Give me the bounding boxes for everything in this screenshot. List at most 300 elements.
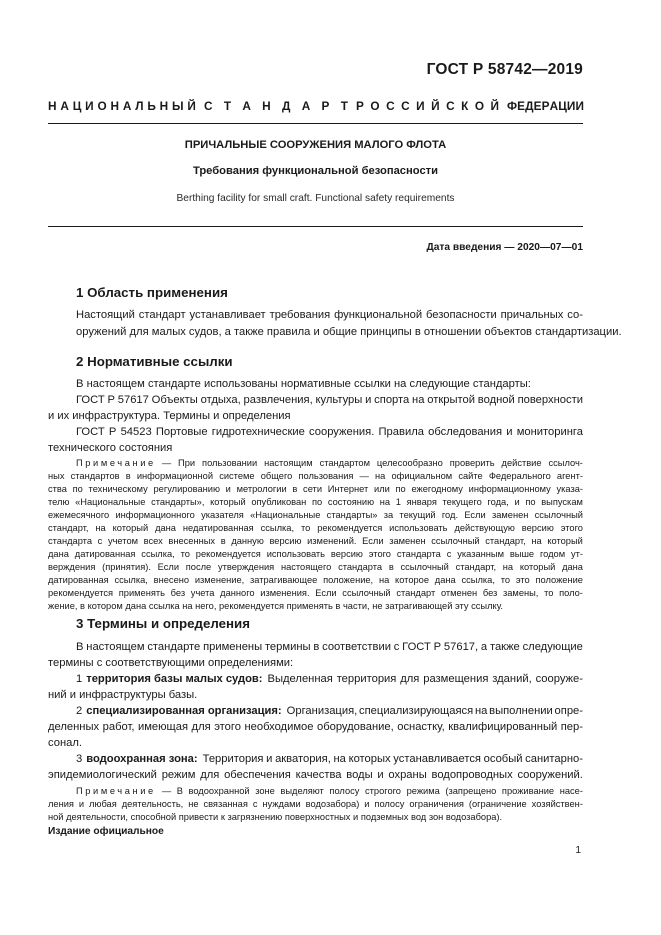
- banner-word: [204, 99, 348, 113]
- word: ежемесячного: [48, 510, 110, 520]
- note-label: Примечание: [76, 786, 156, 796]
- word: —: [161, 786, 172, 796]
- term-line: ний и инфраструктуры базы.: [48, 689, 198, 701]
- word: связанная: [203, 799, 248, 809]
- word: следующие: [522, 641, 583, 653]
- banner-letter: Т: [340, 99, 348, 113]
- banner-letter: С: [386, 99, 395, 113]
- word: учета: [190, 588, 215, 598]
- word: год.: [441, 510, 459, 520]
- word: требования: [269, 309, 331, 321]
- word: и: [364, 799, 370, 809]
- banner-letter: С: [204, 99, 213, 113]
- word: с: [393, 641, 400, 653]
- word: и: [225, 484, 231, 494]
- word: затрагивающее: [250, 575, 318, 585]
- word: использовать: [266, 549, 326, 559]
- standard-number: ГОСТ Р 58742—2019: [426, 61, 583, 78]
- term-line: [48, 719, 583, 735]
- word: В: [76, 641, 84, 653]
- word: пользования: [298, 471, 354, 481]
- word: При: [178, 458, 196, 468]
- word: регулированию: [153, 484, 220, 494]
- word: режима: [406, 786, 440, 796]
- word: на: [474, 705, 488, 717]
- word: изменений.: [307, 536, 357, 546]
- word: метрологии: [236, 484, 287, 494]
- word: ления: [48, 799, 74, 809]
- word: пользовании: [202, 458, 258, 468]
- word: дана: [434, 575, 456, 585]
- word: спорта: [374, 394, 410, 406]
- word: официальном: [391, 471, 453, 481]
- word: стандарт: [396, 588, 436, 598]
- word: стандарты»: [326, 510, 378, 520]
- document-title: ПРИЧАЛЬНЫЕ СООРУЖЕНИЯ МАЛОГО ФЛОТА: [184, 139, 447, 151]
- word: культуры: [315, 394, 363, 406]
- word: функциональной: [334, 309, 423, 321]
- word: на: [375, 471, 386, 481]
- word: изменения.: [260, 588, 310, 598]
- banner-letter: И: [85, 99, 94, 113]
- word: за: [383, 510, 394, 520]
- word: выпускам: [541, 497, 583, 507]
- word: заменен: [389, 536, 426, 546]
- term-definition: [287, 703, 583, 719]
- word: хозяйствен-: [531, 799, 583, 809]
- word: отдыха,: [200, 394, 241, 406]
- section-1-heading: 1 Область применения: [76, 285, 228, 300]
- word: Федерального: [488, 471, 551, 481]
- note-line: [48, 548, 583, 561]
- word: то: [180, 549, 190, 559]
- edition-label: Издание официальное: [48, 826, 164, 837]
- top-divider: [48, 123, 583, 124]
- word: стандарт,: [455, 562, 497, 572]
- word: датированная: [48, 575, 109, 585]
- word: режим: [161, 769, 196, 781]
- word: применены: [203, 641, 263, 653]
- word: В: [176, 786, 183, 796]
- word: устанавливается: [393, 753, 481, 765]
- word: и: [506, 426, 513, 438]
- word: Портовые: [155, 426, 208, 438]
- note-line: [48, 496, 583, 509]
- term-line: [48, 671, 583, 687]
- note-line: [48, 509, 583, 522]
- word: стандарты»,: [151, 497, 205, 507]
- word: Р: [107, 394, 115, 406]
- word: текущего: [442, 497, 482, 507]
- banner-letter: Й: [490, 99, 499, 113]
- word: ут-: [570, 549, 583, 559]
- word: дана: [155, 523, 176, 533]
- word: обеспечения: [224, 769, 291, 781]
- word: системе: [219, 471, 255, 481]
- word: и: [514, 497, 520, 507]
- reference-line: и их инфраструктура. Термины и определения: [48, 410, 291, 422]
- word: телю: [48, 497, 70, 507]
- word: это: [515, 575, 530, 585]
- word: в: [125, 471, 131, 481]
- word: проживание: [501, 786, 555, 796]
- banner-letter: Д: [282, 99, 291, 113]
- paragraph-line: В настоящем стандарте использованы нормативные ссылки на следующие стандарты:: [76, 378, 531, 390]
- banner-letter: Н: [262, 99, 271, 113]
- word: выделяют: [280, 786, 324, 796]
- term-name: водоохранная зона:: [86, 753, 198, 765]
- word: версию: [269, 536, 302, 546]
- banner-letter: С: [401, 99, 410, 113]
- word: с: [252, 799, 258, 809]
- word: по: [395, 484, 406, 494]
- word: ссылка,: [260, 523, 295, 533]
- word: этого: [368, 549, 391, 559]
- banner-letter: А: [549, 99, 559, 113]
- introduction-date: Дата введения — 2020—07—01: [426, 242, 583, 253]
- word: этого: [214, 721, 241, 733]
- word: необходимое: [244, 721, 314, 733]
- word: в: [220, 536, 226, 546]
- banner-letter: Р: [541, 99, 550, 113]
- word: верждения: [48, 562, 96, 572]
- word: или: [374, 484, 390, 494]
- word: зданий,: [492, 673, 532, 685]
- word: без: [170, 588, 186, 598]
- word: и: [377, 769, 384, 781]
- word: (принятия).: [102, 562, 151, 572]
- word: Если: [157, 562, 180, 572]
- word: насе-: [559, 786, 583, 796]
- word: территория: [336, 673, 397, 685]
- word: и: [78, 799, 85, 809]
- word: 1: [395, 497, 401, 507]
- word: сети: [303, 484, 323, 494]
- word: имеющая: [137, 721, 189, 733]
- word: выше: [509, 549, 535, 559]
- word: акватория,: [275, 753, 331, 765]
- banner-letter: Р: [321, 99, 330, 113]
- section-2-heading: 2 Нормативные ссылки: [76, 354, 233, 369]
- word: деленных: [48, 721, 100, 733]
- word: воды: [346, 769, 373, 781]
- word: заменен: [491, 510, 529, 520]
- note-line: [48, 574, 583, 587]
- word: Р: [108, 426, 117, 438]
- banner-letter: О: [97, 99, 107, 113]
- paragraph-line: [48, 307, 583, 323]
- word: после: [185, 562, 212, 572]
- word: января: [406, 497, 437, 507]
- note-label: Примечание: [76, 458, 156, 468]
- page-number: 1: [575, 845, 581, 856]
- word: информационного: [115, 510, 195, 520]
- word: этого: [560, 523, 583, 533]
- note-text: [162, 457, 583, 470]
- word: ссылка,: [114, 575, 148, 585]
- word: дана: [562, 562, 583, 572]
- word: указа-: [556, 484, 583, 494]
- reference-line: [48, 424, 583, 440]
- word: санитарно-: [525, 753, 583, 765]
- word: то: [544, 588, 554, 598]
- word: недатированная: [182, 523, 254, 533]
- word: 54523: [120, 426, 152, 438]
- word: ГОСТ: [76, 426, 105, 438]
- word: водной: [477, 394, 515, 406]
- word: ссылочный: [431, 536, 480, 546]
- word: ГОСТ: [402, 641, 431, 653]
- word: опре-: [554, 705, 583, 717]
- word: стандартом: [319, 458, 370, 468]
- word: развлечения,: [243, 394, 313, 406]
- word: со-: [567, 309, 583, 321]
- word: поверхности: [517, 394, 583, 406]
- word: открытой: [427, 394, 475, 406]
- word: версию: [521, 523, 554, 533]
- word: которых: [348, 753, 391, 765]
- note-line: ной деятельности, способной привести к загрязнению поверхностных и подземных вод зон водозабора).: [48, 812, 503, 822]
- word: общего: [260, 471, 293, 481]
- term-line: сонал.: [48, 737, 82, 749]
- word: действующую: [454, 523, 515, 533]
- word: с: [446, 549, 452, 559]
- word: стандарт,: [485, 536, 526, 546]
- word: ежегодному: [411, 484, 463, 494]
- word: в: [388, 562, 394, 572]
- word: для: [191, 721, 211, 733]
- word: полосу: [374, 799, 405, 809]
- word: настоящего: [280, 562, 332, 572]
- word: Если: [315, 588, 337, 598]
- word: текущий: [399, 510, 436, 520]
- banner-letter: И: [566, 99, 576, 113]
- word: учетом: [107, 536, 139, 546]
- national-standard-banner: [48, 99, 584, 113]
- word: строгого: [365, 786, 401, 796]
- word: дана: [48, 549, 69, 559]
- word: ссылка,: [461, 575, 495, 585]
- term-number: 3: [76, 753, 83, 765]
- term-line: [48, 767, 583, 783]
- word: водоохранной: [188, 786, 250, 796]
- word: нуждами: [262, 799, 301, 809]
- word: а: [480, 641, 488, 653]
- title-divider: [48, 226, 583, 227]
- paragraph-line: термины с соответствующими определениями:: [48, 657, 294, 669]
- word: изменение,: [194, 575, 245, 585]
- word: оборудование,: [316, 721, 394, 733]
- word: деятельность,: [121, 799, 184, 809]
- term-definition: [268, 671, 583, 687]
- banner-letter: А: [60, 99, 69, 113]
- banner-letter: Н: [110, 99, 120, 113]
- word: охраны: [388, 769, 427, 781]
- banner-letter: И: [416, 99, 425, 113]
- paragraph-line: [48, 639, 583, 655]
- word: Объекты: [151, 394, 198, 406]
- note-line: жение, в котором дана ссылка на него, рекомендуется применять в части, не затрагивающей эту ссылку.: [48, 601, 504, 611]
- word: то: [500, 575, 511, 585]
- word: ссылочный: [400, 562, 449, 572]
- word: который: [547, 536, 583, 546]
- word: который: [210, 497, 246, 507]
- word: замены,: [503, 588, 539, 598]
- word: Если: [464, 510, 486, 520]
- banner-letter: Н: [48, 99, 57, 113]
- word: причальных: [500, 309, 564, 321]
- word: на: [379, 497, 391, 507]
- word: информационной: [136, 471, 214, 481]
- word: применять: [118, 588, 165, 598]
- word: версию: [330, 549, 363, 559]
- word: датированная: [74, 549, 136, 559]
- note-text: [162, 785, 583, 798]
- word: зоне: [255, 786, 275, 796]
- word: и: [266, 753, 273, 765]
- word: качества: [295, 769, 342, 781]
- banner-word: [507, 99, 584, 113]
- word: Если: [362, 536, 384, 546]
- word: положение: [535, 575, 583, 585]
- term-name: специализированная организация:: [86, 705, 282, 717]
- banner-letter: С: [446, 99, 455, 113]
- word: без: [482, 588, 498, 598]
- word: целесообразно: [376, 458, 443, 468]
- word: Территория: [202, 753, 264, 765]
- word: гидротехнические: [211, 426, 305, 438]
- banner-letter: А: [122, 99, 132, 113]
- word: стандарта: [396, 549, 441, 559]
- reference-line: [48, 392, 583, 408]
- word: Выделенная: [267, 673, 333, 685]
- word: обследования: [428, 426, 503, 438]
- word: выполнении: [489, 705, 553, 717]
- banner-letter: Ф: [507, 99, 518, 113]
- word: сооружения.: [309, 426, 375, 438]
- note-line: [48, 470, 583, 483]
- note-line: [48, 457, 583, 470]
- word: по: [72, 484, 83, 494]
- word: агент-: [556, 471, 583, 481]
- banner-word: [48, 99, 196, 113]
- word: всех: [143, 536, 163, 546]
- banner-letter: Р: [356, 99, 364, 113]
- word: техническому: [88, 484, 148, 494]
- banner-letter: Й: [187, 99, 196, 113]
- note-line: [48, 561, 583, 574]
- word: на: [95, 523, 106, 533]
- word: ГОСТ: [76, 394, 105, 406]
- word: указателя: [201, 510, 244, 520]
- term-line: [48, 751, 583, 767]
- word: сайте: [458, 471, 483, 481]
- word: работ,: [102, 721, 135, 733]
- word: (ограничение: [468, 799, 527, 809]
- word: 57617: [117, 394, 149, 406]
- word: по: [311, 497, 323, 507]
- word: мониторинга: [516, 426, 583, 438]
- word: поло-: [559, 588, 583, 598]
- word: соответствии: [322, 641, 391, 653]
- word: на: [531, 536, 542, 546]
- word: стандарт: [138, 309, 186, 321]
- term-definition: [203, 751, 583, 767]
- word: размещения: [423, 673, 489, 685]
- word: водозабора): [305, 799, 360, 809]
- banner-letter: Е: [517, 99, 526, 113]
- word: безопасности: [426, 309, 497, 321]
- term-line: [48, 703, 583, 719]
- document-subtitle: Требования функциональной безопасности: [192, 165, 439, 177]
- word: не: [188, 799, 199, 809]
- word: термины: [264, 641, 311, 653]
- word: использовать: [389, 523, 448, 533]
- word: Организация,: [286, 705, 358, 717]
- word: в: [313, 641, 320, 653]
- word: стандарте: [147, 641, 201, 653]
- banner-letter: Т: [223, 99, 232, 113]
- section-3-heading: 3 Термины и определения: [76, 616, 250, 631]
- word: на: [333, 753, 346, 765]
- banner-letter: Ц: [558, 99, 567, 113]
- word: особый: [483, 753, 523, 765]
- word: проверить: [449, 458, 495, 468]
- word: эпидемиологический: [48, 769, 157, 781]
- word: то: [300, 523, 311, 533]
- word: действие: [501, 458, 542, 468]
- word: настоящем: [86, 641, 145, 653]
- word: на: [378, 575, 390, 585]
- word: в: [292, 484, 298, 494]
- word: годом: [539, 549, 566, 559]
- word: для: [200, 769, 220, 781]
- note-line: [48, 522, 583, 535]
- word: квалифицированный: [448, 721, 558, 733]
- word: с: [97, 536, 103, 546]
- paragraph-line: оружений для малых судов, а также правила и общие принципы в отношении объектов стандартизации.: [76, 326, 622, 338]
- word: информационному: [468, 484, 551, 494]
- word: состоянию: [327, 497, 375, 507]
- word: ссылочный: [534, 510, 583, 520]
- banner-letter: Л: [135, 99, 144, 113]
- word: года,: [487, 497, 509, 507]
- note-line: [48, 587, 583, 600]
- word: рекомендуется: [317, 523, 383, 533]
- word: ссылка,: [141, 549, 175, 559]
- banner-letter: Ь: [147, 99, 156, 113]
- english-title: Berthing facility for small craft. Functional safety requirements: [176, 193, 455, 204]
- word: Интернет: [327, 484, 369, 494]
- banner-letter: О: [474, 99, 485, 113]
- banner-letter: Ц: [72, 99, 82, 113]
- word: стандарта: [338, 562, 383, 572]
- note-line: [48, 798, 583, 811]
- word: оснастку,: [397, 721, 445, 733]
- note-line: [48, 785, 583, 798]
- word: ссылоч-: [548, 458, 583, 468]
- word: полосу: [329, 786, 360, 796]
- term-name: территория базы малых судов:: [86, 673, 263, 685]
- word: положение,: [323, 575, 374, 585]
- word: утверждения: [217, 562, 275, 572]
- reference-line: технического состояния: [48, 442, 173, 454]
- word: устанавливает: [189, 309, 266, 321]
- word: рекомендуется: [48, 588, 114, 598]
- word: на: [502, 562, 514, 572]
- word: отменен: [440, 588, 478, 598]
- word: который: [519, 562, 556, 572]
